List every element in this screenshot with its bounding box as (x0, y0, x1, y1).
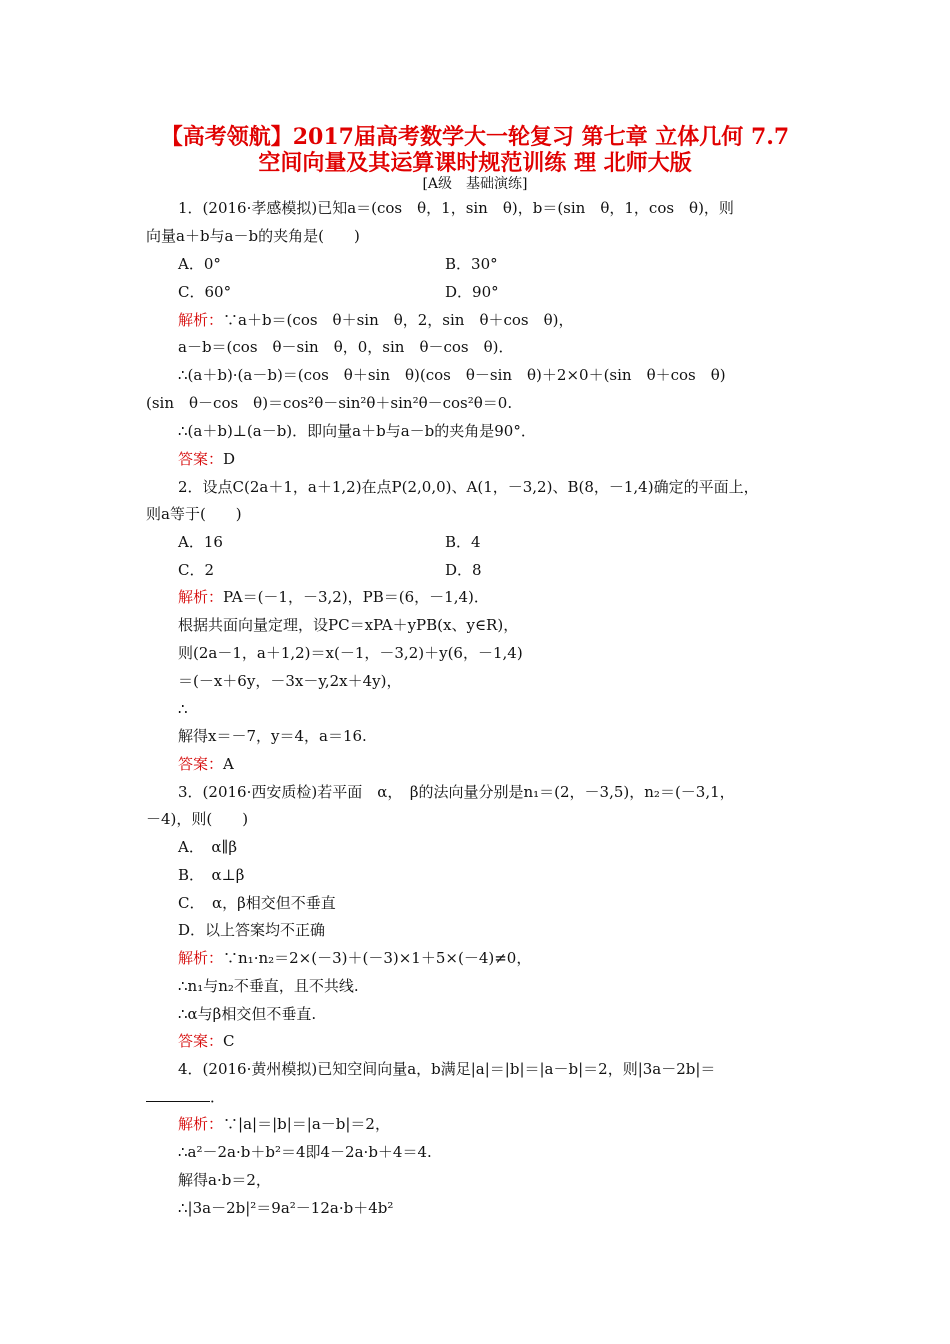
text-line-q4s4 (178, 1198, 393, 1218)
text-line-q2ans (178, 754, 234, 774)
text-line-q2s6 (178, 726, 367, 746)
line-text: C．60° (178, 283, 232, 301)
line-text: 解得a·b＝2， (178, 1171, 271, 1189)
text-line-q2 (178, 477, 759, 497)
text-line-q4s2 (178, 1142, 432, 1162)
text-line-q3a (178, 837, 237, 857)
text-line-q3ans (178, 1031, 235, 1051)
line-text: 3．(2016·西安质检)若平面 α， β的法向量分别是n₁＝(2，－3,5)，n₂＝(－3,1， (178, 783, 735, 801)
text-line-q4s1 (178, 1114, 390, 1134)
text-line-q2c (178, 560, 214, 580)
text-line-q1s4 (146, 393, 512, 413)
text-line-q1s3 (178, 365, 726, 385)
line-text: ∴a²－2a·b＋b²＝4即4－2a·b＋4＝4. (178, 1143, 432, 1161)
line-text: ∴|3a－2b|²＝9a²－12a·b＋4b² (178, 1199, 394, 1217)
text-line-q2s2 (178, 615, 518, 635)
text-line-q2s5 (178, 699, 188, 719)
text-line-q3s3 (178, 1004, 316, 1024)
line-text: 则a等于( ) (146, 505, 242, 523)
line-label: 解析： (178, 1115, 224, 1133)
line-text: A．0° (178, 255, 221, 273)
line-text: D．90° (445, 283, 499, 301)
line-text: PA＝(－1，－3,2)，PB＝(6，－1,4)． (223, 588, 489, 606)
line-label: 答案： (178, 755, 224, 773)
answer-blank (146, 1087, 210, 1102)
line-text: C． α，β相交但不垂直 (178, 894, 336, 912)
text-line-q3s1 (178, 948, 531, 968)
line-text: 向量a＋b与a－b的夹角是( ) (146, 227, 360, 245)
document-title-line1: 【高考领航】2017届高考数学大一轮复习 第七章 立体几何 7.7 (160, 124, 790, 150)
text-line-q3s2 (178, 976, 359, 996)
text-line-q2s4 (178, 671, 401, 691)
line-text: D (223, 450, 236, 468)
text-line-q1a (178, 254, 221, 274)
line-text: 根据共面向量定理，设PC＝xPA＋yPB(x、y∈R)， (178, 616, 519, 634)
line-text: ∵a＋b＝(cos θ＋sin θ，2，sin θ＋cos θ)， (223, 311, 574, 329)
text-line-q1s1 (178, 310, 574, 330)
level-heading: [A级 基础演练] (422, 176, 528, 192)
line-text: ＝(－x＋6y，－3x－y,2x＋4y)， (178, 672, 402, 690)
text-line-q3d (178, 920, 325, 940)
line-label: 答案： (178, 450, 224, 468)
line-text: －4)，则( ) (146, 810, 249, 828)
text-line-q2a (178, 532, 223, 552)
line-text: ∴(a＋b)·(a－b)＝(cos θ＋sin θ)(cos θ－sin θ)＋2×0＋(sin θ＋cos θ) (178, 366, 726, 384)
text-line-q2d (445, 560, 482, 580)
document-title-line2: 空间向量及其运算课时规范训练 理 北师大版 (258, 150, 692, 176)
line-text: B． α⊥β (178, 866, 245, 884)
line-text: ∴n₁与n₂不垂直，且不共线. (178, 977, 359, 995)
text-line-q3 (178, 782, 735, 802)
text-line-q4s3 (178, 1170, 271, 1190)
line-text: ∴(a＋b)⊥(a－b)．即向量a＋b与a－b的夹角是90°． (178, 422, 536, 440)
line-text: D．8 (445, 561, 482, 579)
line-label: 解析： (178, 949, 224, 967)
text-line-q1b (146, 226, 360, 246)
text-line-q1ans (178, 449, 235, 469)
text-line-q4 (178, 1059, 715, 1079)
text-line-q1s2 (178, 337, 514, 357)
text-line-q2b (146, 504, 242, 524)
text-line-q1 (178, 198, 734, 218)
line-text: 1．(2016·孝感模拟)已知a＝(cos θ，1，sin θ)，b＝(sin θ，1，cos θ)，则 (178, 199, 734, 217)
line-text: ∵|a|＝|b|＝|a－b|＝2， (223, 1115, 390, 1133)
line-text: B．30° (445, 255, 498, 273)
line-text: A (223, 755, 234, 773)
line-text: ∴ (178, 700, 188, 718)
line-label: 答案： (178, 1032, 224, 1050)
line-label: 解析： (178, 311, 224, 329)
line-text: 解得x＝－7，y＝4，a＝16. (178, 727, 367, 745)
text-line-q1bopt (445, 254, 498, 274)
line-text: ． (210, 1088, 226, 1106)
text-line-q2bopt (445, 532, 481, 552)
text-line-q2s3 (178, 643, 523, 663)
text-line-q2s1 (178, 587, 489, 607)
text-line-q1d (445, 282, 499, 302)
line-text: 2．设点C(2a＋1，a＋1,2)在点P(2,0,0)、A(1，－3,2)、B(8，－1,4)确定的平面上， (178, 478, 759, 496)
line-text: 则(2a－1，a＋1,2)＝x(－1，－3,2)＋y(6，－1,4) (178, 644, 523, 662)
line-text: A． α∥β (178, 838, 238, 856)
line-text: C (223, 1032, 235, 1050)
text-line-q3b (146, 809, 248, 829)
line-text: 4．(2016·黄州模拟)已知空间向量a，b满足|a|＝|b|＝|a－b|＝2，则|3a－2b|＝ (178, 1060, 716, 1078)
line-text: D．以上答案均不正确 (178, 921, 326, 939)
text-line-q1c (178, 282, 231, 302)
text-line-q3bopt (178, 865, 244, 885)
text-line-q3c (178, 893, 336, 913)
line-label: 解析： (178, 588, 224, 606)
line-text: a－b＝(cos θ－sin θ，0，sin θ－cos θ)． (178, 338, 514, 356)
text-line-q4b (146, 1087, 225, 1107)
line-text: B．4 (445, 533, 481, 551)
line-text: ∴α与β相交但不垂直. (178, 1005, 317, 1023)
line-text: C．2 (178, 561, 215, 579)
line-text: ∵n₁·n₂＝2×(－3)＋(－3)×1＋5×(－4)≠0， (223, 949, 532, 967)
line-text: A．16 (178, 533, 223, 551)
text-line-q1s5 (178, 421, 536, 441)
line-text: (sin θ－cos θ)＝cos²θ－sin²θ＋sin²θ－cos²θ＝0. (146, 394, 513, 412)
